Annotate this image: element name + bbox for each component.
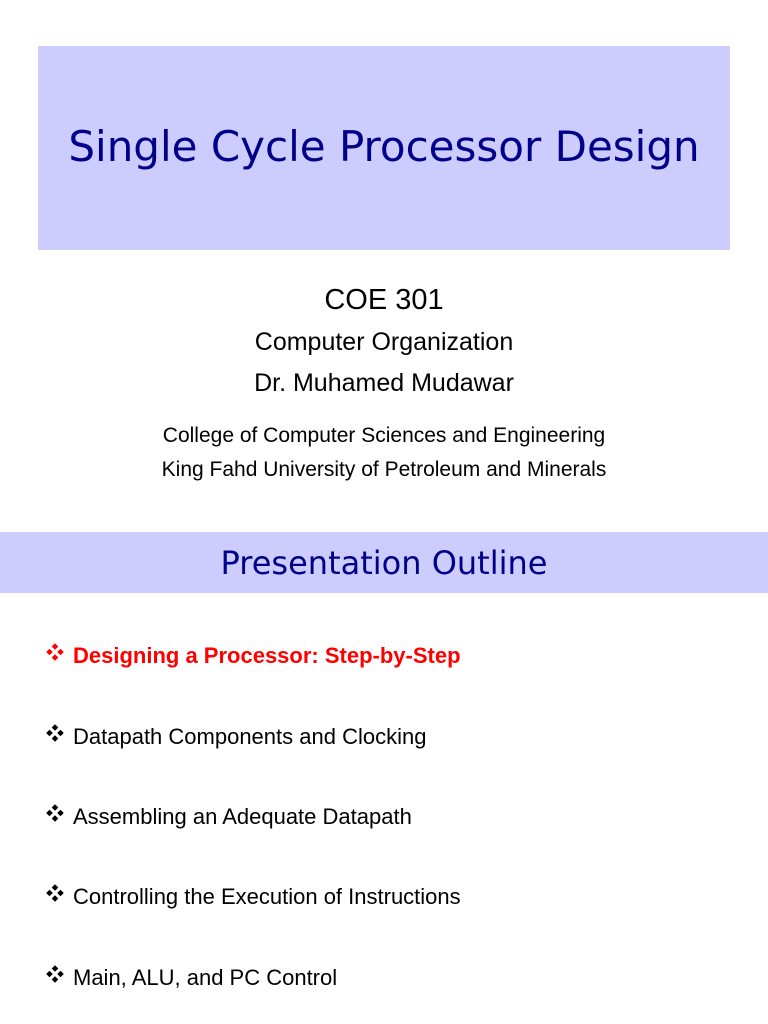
course-code: COE 301 — [324, 284, 444, 316]
title-banner — [38, 46, 730, 250]
diamond-bullet-icon — [46, 884, 64, 902]
outline-item-label: Controlling the Execution of Instructions — [73, 884, 461, 909]
slide-title: Single Cycle Processor Design — [68, 121, 700, 171]
outline-banner — [0, 532, 768, 593]
diamond-bullet-icon — [46, 724, 64, 742]
diamond-bullet-icon — [46, 965, 64, 983]
outline-item — [46, 964, 337, 992]
college-name: College of Computer Sciences and Engineering — [162, 424, 606, 447]
outline-item-label: Designing a Processor: Step-by-Step — [73, 643, 461, 668]
outline-item-label: Main, ALU, and PC Control — [73, 965, 338, 990]
outline-item-label: Datapath Components and Clocking — [73, 724, 427, 749]
outline-item-label: Assembling an Adequate Datapath — [73, 804, 412, 829]
diamond-bullet-icon — [46, 804, 64, 822]
outline-item — [46, 883, 461, 911]
instructor-name: Dr. Muhamed Mudawar — [254, 369, 514, 397]
course-name: Computer Organization — [254, 328, 514, 356]
university-name: King Fahd University of Petroleum and Minerals — [161, 458, 607, 481]
outline-title: Presentation Outline — [220, 543, 548, 582]
diamond-bullet-icon — [46, 643, 64, 661]
outline-item — [46, 642, 461, 670]
outline-item — [46, 803, 412, 831]
outline-item — [46, 723, 426, 751]
